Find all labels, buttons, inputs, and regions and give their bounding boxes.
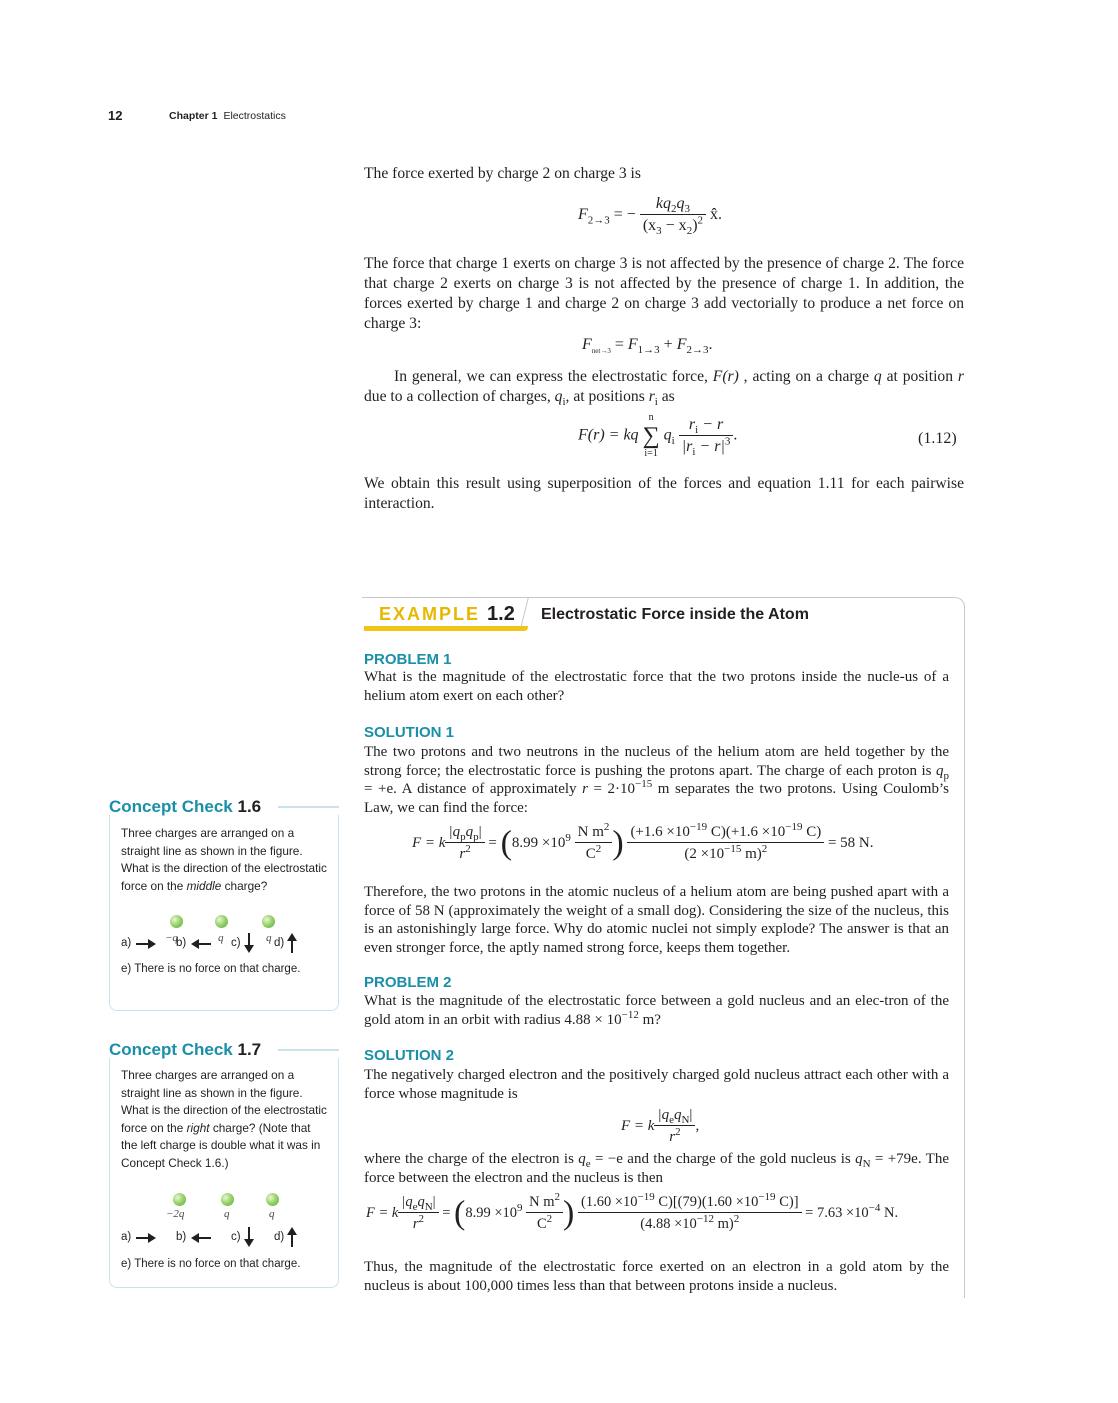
example-word: EXAMPLE (379, 604, 481, 624)
sub-3: 3 (684, 203, 690, 216)
sub-i: i (562, 396, 566, 409)
lhs: F(r) = kq (578, 426, 639, 444)
text-d: due to a collection of charges, (364, 388, 555, 405)
q-em: right (186, 1120, 210, 1135)
p2-text: What is the magnitude of the electrostatic force between a gold nucleus and an elec-tron of the gold atom in an orbit with radius 4.88 × 10 (364, 993, 949, 1028)
b: = −e and the charge of the gold nucleus is (590, 1151, 856, 1167)
sigma: ∑ (642, 423, 660, 449)
sign: = − (613, 206, 636, 224)
cc-number: 1.6 (237, 797, 262, 816)
result: = 58 N. (827, 834, 874, 851)
sub-13: 1→3 (637, 344, 660, 357)
option-a[interactable]: a) (121, 1231, 132, 1243)
p2-exp: −12 (621, 1009, 639, 1021)
pow: 2 (595, 843, 602, 855)
denominator (445, 843, 484, 865)
den-sub1: 3 (656, 225, 662, 238)
pow: 2 (418, 1213, 425, 1226)
cc-rule (278, 1049, 339, 1051)
fraction (640, 194, 706, 237)
r-value: = 2·10 (587, 781, 635, 797)
exp: −19 (637, 1191, 655, 1204)
unit: C) (707, 824, 726, 840)
solution-2-mid (364, 1150, 949, 1187)
pow: 2 (675, 1126, 681, 1138)
summation (643, 412, 660, 460)
charge-1: (1.60 ×10 (580, 1194, 638, 1210)
solution-1-after: Therefore, the two protons in the atomic nucleus of a helium atom are being pushed apart with a force of 58 N (approximately the weight of a small dog). Considering the size of the nucleus, this is an astonishingly large force. Why do atomic nuclei not simply explode? The answer is that an even stronger force, the aptly named strong force, keeps them together. (364, 884, 949, 956)
n2: q (417, 1194, 425, 1210)
r: r (582, 781, 588, 797)
n3: | (432, 1194, 436, 1210)
sub: i (695, 423, 699, 436)
charge-label-2: q (218, 932, 224, 944)
equals: = (488, 834, 497, 851)
k-exp: 9 (565, 831, 571, 844)
fraction-coulomb (445, 822, 484, 865)
arrow-down-icon (243, 933, 255, 953)
cc17-question (121, 1067, 329, 1172)
charges (627, 822, 824, 843)
qn: q (855, 1151, 863, 1167)
charge-qi: q (554, 388, 563, 405)
num-k: kq (655, 195, 671, 212)
sub-23: 2→3 (686, 344, 709, 357)
lhs: F = k (412, 834, 446, 851)
text-c: at position (881, 368, 958, 385)
ri: r (688, 415, 696, 433)
unit: m) (714, 1216, 734, 1232)
unit-num (575, 822, 613, 842)
pow: 2 (465, 843, 471, 855)
r: r (459, 846, 466, 862)
charge-ball-1 (173, 1193, 186, 1206)
den-a: (x (642, 217, 657, 234)
pow: 2 (554, 1191, 561, 1204)
lhs: F = k (621, 1117, 655, 1134)
pow-3: 3 (724, 435, 731, 448)
charge-ball-3 (262, 915, 275, 928)
option-e[interactable]: e) There is no force on that charge. (121, 963, 301, 975)
option-d[interactable]: d) (274, 1231, 285, 1243)
paren-left: ( (500, 824, 512, 862)
numerator (445, 822, 484, 843)
pow: 2 (546, 1213, 553, 1226)
charge-ball-2 (221, 1193, 234, 1206)
denominator (640, 215, 706, 237)
equals: = (610, 336, 628, 353)
unit: m) (741, 846, 762, 862)
equation-1-12 (578, 412, 737, 460)
r: r (669, 1129, 676, 1145)
s1-tail: m separates the two protons. Using Coulomb’s Law, we can find the force: (364, 781, 949, 816)
numerator (640, 194, 706, 215)
denominator (654, 1126, 695, 1148)
cc-title-text: Concept Check (109, 1040, 233, 1059)
n2: q (465, 824, 474, 840)
position-ri: r (648, 388, 655, 405)
charges (578, 1192, 802, 1213)
period: . (733, 426, 738, 444)
paren-right: ) (563, 1194, 575, 1232)
cc-number: 1.7 (237, 1040, 262, 1059)
unit-den (526, 1212, 563, 1235)
q: q (663, 426, 672, 444)
den-pow: 2 (697, 214, 704, 227)
chapter-header (169, 110, 286, 122)
a: where the charge of the electron is (364, 1151, 579, 1167)
n1: |q (401, 1194, 413, 1210)
problem-1-text: What is the magnitude of the electrostatic force that the two protons inside the nucle-us of a helium atom exert on each other? (364, 669, 949, 704)
paragraph-general (364, 367, 964, 407)
p2-end: m? (638, 1012, 661, 1028)
option-c[interactable]: c) (231, 937, 241, 949)
pow: 2 (603, 821, 610, 833)
unit-fraction (575, 822, 613, 865)
text-b: , acting on a charge (738, 368, 874, 385)
qe: q (578, 1151, 586, 1167)
example-label (379, 603, 515, 626)
intro-text: The force exerted by charge 2 on charge 3 is (364, 165, 641, 182)
distance (578, 1213, 802, 1235)
nm: N m (529, 1194, 555, 1210)
concept-check-1-7-title (109, 1040, 261, 1060)
arrow-up-icon (286, 1227, 298, 1247)
unit-den (575, 842, 613, 865)
value-fraction (578, 1192, 802, 1235)
problem-2-text (364, 992, 949, 1030)
option-c[interactable]: c) (231, 1231, 241, 1243)
option-d[interactable]: d) (274, 937, 285, 949)
page-number: 12 (108, 108, 123, 123)
solution-2-text: The negatively charged electron and the positively charged gold nucleus attract each other with a force whose magnitude is (364, 1067, 949, 1102)
solution-2-end: Thus, the magnitude of the electrostatic force exerted on an electron in a gold atom by the nucleus is about 100,000 times less than that between protons inside a nucleus. (364, 1259, 949, 1294)
exp: −19 (758, 1191, 776, 1204)
exp: −19 (689, 821, 708, 833)
paren-left: ( (454, 1194, 466, 1232)
s1-text: The two protons and two neutrons in the nucleus of the helium atom are held together by the strong force; the electrostatic force is pushing the protons apart. The charge of each proton is (364, 744, 949, 779)
nm: N m (577, 824, 604, 840)
charge-2: [(79)(1.60 ×10 (672, 1194, 759, 1210)
arrow-left-icon (191, 938, 211, 950)
charge-ball-3 (266, 1193, 279, 1206)
den-mid: − x (661, 217, 687, 234)
c: C (585, 846, 596, 862)
sub-ri: i (654, 396, 658, 409)
s1: p (460, 831, 466, 843)
unit: C)] (775, 1194, 799, 1210)
pow: 2 (733, 1213, 740, 1226)
arrow-right-icon (136, 938, 156, 950)
cc-title-text: Concept Check (109, 797, 233, 816)
q-em: middle (186, 878, 222, 893)
k-exp: 9 (517, 1202, 523, 1214)
s1: e (412, 1200, 418, 1213)
minus-r: − r| (695, 437, 725, 455)
vector-f2: F (676, 336, 687, 353)
qp: q (936, 762, 944, 779)
example-underline (364, 626, 528, 631)
sub-p: p (943, 769, 949, 782)
s1: e (669, 1114, 674, 1126)
numerator (398, 1192, 438, 1213)
value-fraction (627, 822, 824, 865)
solution-1-text (364, 743, 949, 817)
unit-num (526, 1192, 563, 1212)
charge-label-3: q (266, 932, 272, 944)
q-a: Three charges are arranged on a straight line as shown in the figure. What is the direction of the electrostatic force on the (121, 1068, 327, 1135)
abs-ri: |r (681, 437, 693, 455)
sum-bottom: i=1 (644, 448, 658, 459)
equation-number: (1.12) (918, 430, 957, 447)
charge-label-1: −q (165, 932, 178, 944)
plus: + (659, 336, 677, 353)
n3: | (689, 1107, 693, 1123)
d: (4.88 ×10 (640, 1216, 697, 1232)
text-e: , at positions (565, 388, 649, 405)
equation-net-force (582, 336, 713, 357)
paragraph-superposition: The force that charge 1 exerts on charge 3 is not affected by the presence of charge 2. The force that charge 2 exerts on charge 3 is not affected by the presence of charge 1. In addition, the forces exerted by charge 1 and charge 2 on charge 3 add vectorially to produce a net force on charge 3: (364, 255, 964, 332)
cc-rule (278, 806, 339, 808)
arrow-up-icon (286, 933, 298, 953)
concept-check-1-6-title (109, 797, 261, 817)
sum-top: n (648, 412, 654, 423)
exp: −19 (785, 821, 803, 833)
example-number: 1.2 (487, 603, 515, 625)
charge-2: (+1.6 ×10 (725, 824, 786, 840)
equation-coulomb-magnitude (621, 1105, 699, 1148)
paragraph-conclusion: We obtain this result using superposition of the forces and equation 1.11 for each pairwise interaction. (364, 475, 964, 512)
equation-proton-force (412, 822, 874, 865)
text-f: as (657, 388, 675, 405)
period: . (708, 336, 713, 353)
equals: = (442, 1204, 451, 1221)
q-a: Three charges are arranged on a straight line as shown in the figure. What is the direction of the electrostatic force on the (121, 826, 327, 893)
solution-2-heading: SOLUTION 2 (364, 1047, 455, 1064)
sub-net: net→3 (591, 347, 611, 356)
k-value: 8.99 ×10 (511, 834, 566, 851)
result-unit: N. (880, 1204, 899, 1221)
denominator (679, 436, 734, 458)
equation-f23 (578, 194, 722, 237)
n3: | (478, 824, 482, 840)
sub: i (692, 445, 696, 458)
problem-1-heading: PROBLEM 1 (364, 651, 452, 668)
charge-label-3: q (269, 1208, 275, 1220)
charge-ball-2 (215, 915, 228, 928)
sub-n: N (862, 1158, 871, 1170)
charge-label-1: −2q (166, 1208, 185, 1220)
paren-right: ) (612, 824, 624, 862)
text-a: In general, we can express the electrostatic force, (394, 368, 713, 385)
sub-2: 2 (670, 203, 677, 216)
c: C (537, 1216, 547, 1232)
chapter-number: Chapter 1 (169, 110, 218, 122)
equation-gold-force (366, 1192, 898, 1235)
unit-x: x̂. (710, 206, 723, 224)
subscript: 2→3 (587, 214, 610, 227)
cc16-question (121, 825, 329, 895)
k-value: 8.99 ×10 (465, 1204, 518, 1221)
solution-1-heading: SOLUTION 1 (364, 724, 455, 741)
option-e[interactable]: e) There is no force on that charge. (121, 1258, 301, 1270)
lhs: F = k (366, 1204, 399, 1221)
result: = 7.63 ×10 (805, 1204, 869, 1221)
r: r (412, 1216, 419, 1232)
arrow-down-icon (243, 1227, 255, 1247)
q-b: charge? (Note that the left charge is double what it was in Concept Check 1.6.) (121, 1120, 321, 1170)
chapter-title: Electrostatics (223, 110, 286, 122)
vector-f: F (578, 206, 588, 224)
example-title: Electrostatic Force inside the Atom (541, 606, 809, 623)
s2: N (681, 1114, 690, 1126)
charge-ball-1 (170, 915, 183, 928)
unit: C) (802, 824, 822, 840)
q-b: charge? (221, 878, 268, 893)
exp: −15 (724, 843, 742, 855)
arrow-left-icon (191, 1232, 211, 1244)
s2: p (473, 831, 479, 843)
qp-value: = +e. A distance of approximately (364, 781, 583, 797)
option-a[interactable]: a) (121, 937, 132, 949)
d: (2 ×10 (684, 846, 725, 862)
force-vector: F(r) (712, 368, 739, 385)
den-end: ) (692, 217, 698, 234)
fraction (654, 1105, 695, 1148)
numerator (679, 415, 734, 436)
numerator (654, 1105, 695, 1126)
s2: N (424, 1200, 433, 1213)
charge-q: q (873, 368, 882, 385)
position-r: r (957, 368, 964, 385)
vector-f-net: F (582, 336, 592, 353)
pow: 2 (761, 843, 768, 855)
unit-fraction (526, 1192, 563, 1235)
distance (627, 843, 824, 865)
sub-e: e (585, 1158, 591, 1170)
den-sub2: 2 (686, 225, 693, 238)
n1: |q (448, 824, 461, 840)
option-b[interactable]: b) (176, 1231, 187, 1243)
minus-r: − r (698, 415, 724, 433)
denominator (398, 1213, 438, 1235)
r-exp: −15 (635, 778, 653, 790)
n1: |q (657, 1107, 670, 1123)
exp: −12 (696, 1213, 714, 1226)
sub-i: i (671, 434, 675, 447)
charge-1: (+1.6 ×10 (630, 824, 690, 840)
fraction (679, 415, 734, 458)
problem-2-heading: PROBLEM 2 (364, 974, 452, 991)
charge-label-2: q (224, 1208, 230, 1220)
result-exp: −4 (868, 1202, 881, 1214)
unit: C) (654, 1194, 673, 1210)
n2: q (673, 1107, 682, 1123)
fraction-coulomb (398, 1192, 438, 1235)
c: = +79e. The force between the electron and the nucleus is then (364, 1151, 949, 1186)
option-b[interactable]: b) (176, 937, 187, 949)
num-q: q (676, 195, 685, 212)
arrow-right-icon (136, 1232, 156, 1244)
comma: , (695, 1117, 700, 1134)
vector-f1: F (627, 336, 638, 353)
